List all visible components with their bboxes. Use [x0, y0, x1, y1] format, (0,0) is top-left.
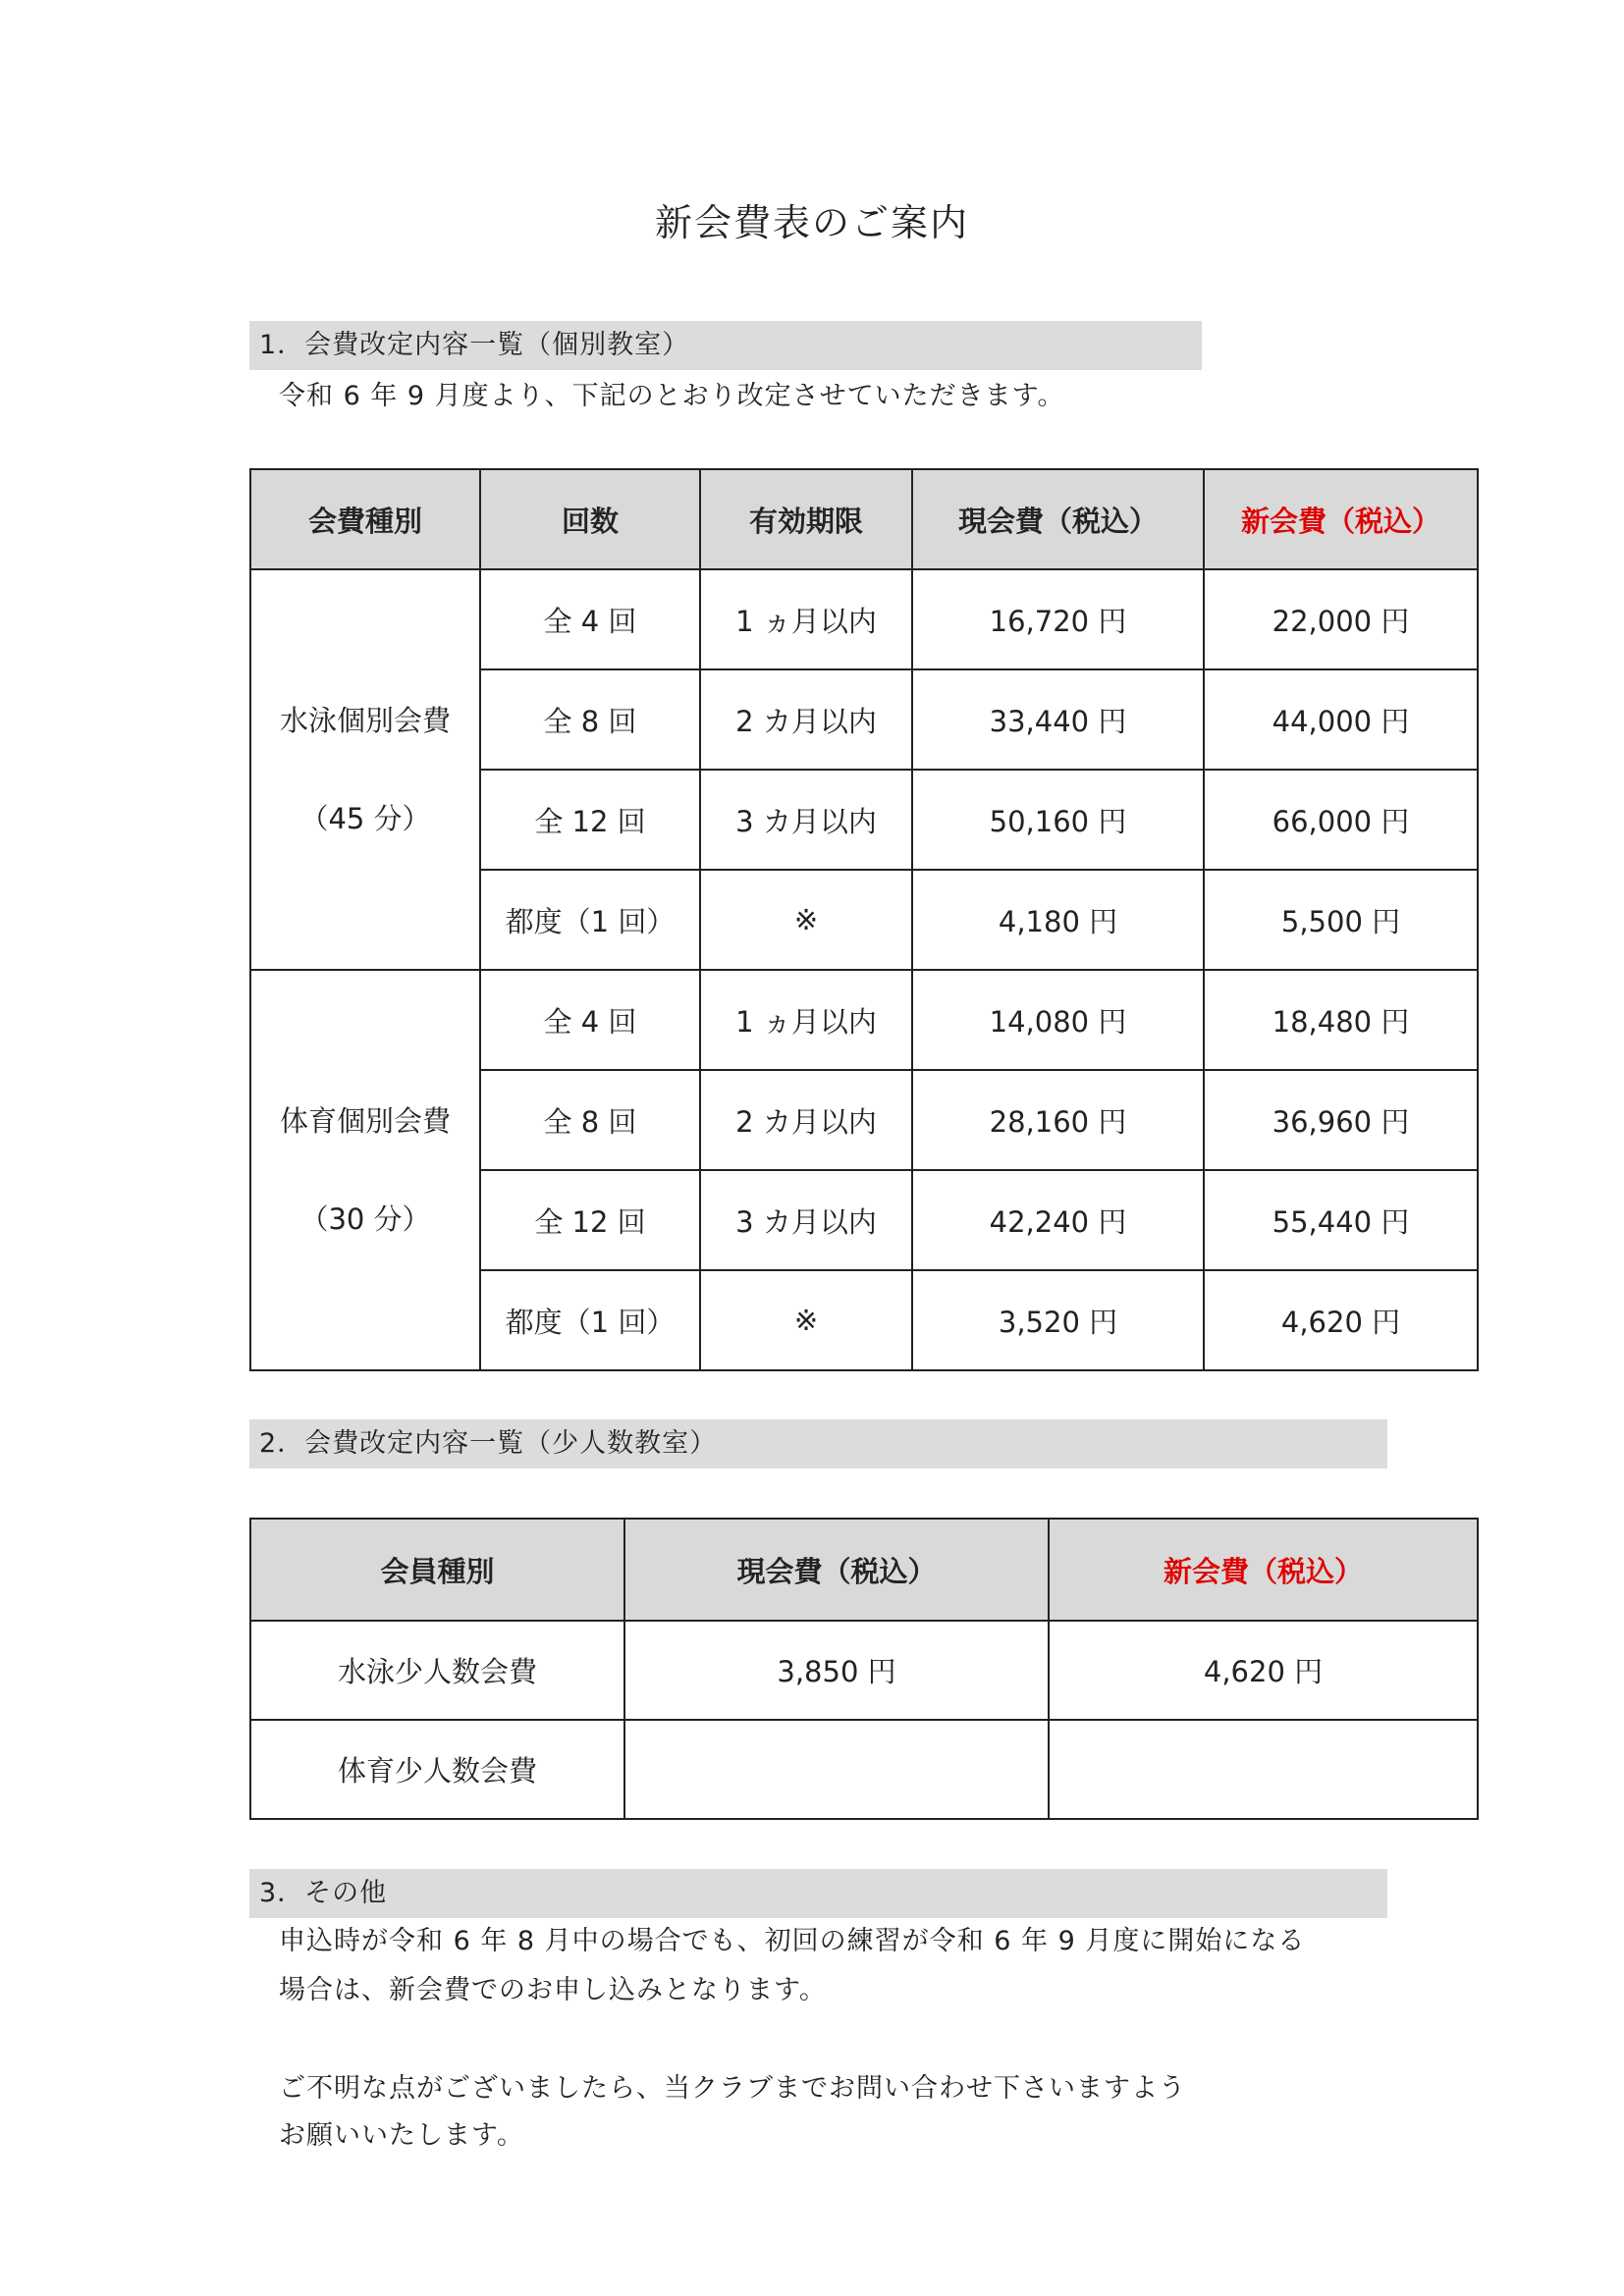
- new-fee-cell: 55,440 円: [1204, 1170, 1478, 1270]
- current-fee-cell: 16,720 円: [912, 569, 1204, 669]
- new-fee-cell: 66,000 円: [1204, 770, 1478, 870]
- table-row: [250, 1720, 1478, 1819]
- section-2-header: 2．会費改定内容一覧（少人数教室）: [249, 1419, 1387, 1468]
- table-header-row: [250, 1519, 1478, 1621]
- new-fee-cell: 22,000 円: [1204, 569, 1478, 669]
- count-cell: 全 12 回: [480, 770, 700, 870]
- validity-cell: 3 カ月以内: [700, 770, 912, 870]
- count-cell: 全 4 回: [480, 569, 700, 669]
- section-1-header: 1．会費改定内容一覧（個別教室）: [249, 321, 1202, 370]
- current-fee-cell: 14,080 円: [912, 970, 1204, 1070]
- table-row: [250, 569, 1478, 669]
- table-row: [250, 1621, 1478, 1720]
- page-title: 新会費表のご案内: [654, 201, 969, 244]
- fee-type-cell: [250, 970, 480, 1370]
- current-fee-cell: 50,160 円: [912, 770, 1204, 870]
- column-header-new-fee: 新会費（税込）: [1049, 1519, 1478, 1621]
- table-row: [250, 970, 1478, 1070]
- column-header: 会員種別: [250, 1519, 624, 1621]
- new-fee-cell: [1049, 1720, 1478, 1819]
- new-fee-cell: 44,000 円: [1204, 669, 1478, 770]
- validity-cell: 1 ヵ月以内: [700, 569, 912, 669]
- current-fee-cell: 42,240 円: [912, 1170, 1204, 1270]
- current-fee-cell: 4,180 円: [912, 870, 1204, 970]
- column-header: 有効期限: [700, 469, 912, 569]
- count-cell: 都度（1 回）: [480, 1270, 700, 1370]
- new-fee-cell: 4,620 円: [1204, 1270, 1478, 1370]
- section-3-line: お願いいたします。: [279, 2120, 524, 2151]
- column-header: 現会費（税込）: [912, 469, 1204, 569]
- current-fee-cell: 28,160 円: [912, 1070, 1204, 1170]
- validity-cell: 2 カ月以内: [700, 1070, 912, 1170]
- section-1-intro: 令和 6 年 9 月度より、下記のとおり改定させていただきます。: [279, 381, 1065, 411]
- validity-cell: 3 カ月以内: [700, 1170, 912, 1270]
- section-3-line: ご不明な点がございましたら、当クラブまでお問い合わせ下さいますよう: [279, 2073, 1186, 2104]
- current-fee-cell: 3,850 円: [624, 1621, 1049, 1720]
- current-fee-cell: [624, 1720, 1049, 1819]
- fee-type-name: 体育個別会費: [279, 1104, 451, 1138]
- column-header-new-fee: 新会費（税込）: [1204, 469, 1478, 569]
- column-header: 会費種別: [250, 469, 480, 569]
- validity-cell: ※: [700, 870, 912, 970]
- section-3-line: 場合は、新会費でのお申し込みとなります。: [279, 1975, 827, 2005]
- new-fee-cell: 5,500 円: [1204, 870, 1478, 970]
- new-fee-cell: 18,480 円: [1204, 970, 1478, 1070]
- column-header: 現会費（税込）: [624, 1519, 1049, 1621]
- count-cell: 全 8 回: [480, 1070, 700, 1170]
- section-3-header: 3．その他: [249, 1869, 1387, 1918]
- table-header-row: [250, 469, 1478, 569]
- count-cell: 全 8 回: [480, 669, 700, 770]
- count-cell: 全 12 回: [480, 1170, 700, 1270]
- column-header: 回数: [480, 469, 700, 569]
- fee-type-duration: （30 分）: [299, 1202, 431, 1236]
- current-fee-cell: 33,440 円: [912, 669, 1204, 770]
- current-fee-cell: 3,520 円: [912, 1270, 1204, 1370]
- fee-type-cell: [250, 569, 480, 970]
- individual-fee-table: [249, 468, 1479, 1371]
- fee-type-name: 水泳個別会費: [279, 704, 451, 737]
- count-cell: 全 4 回: [480, 970, 700, 1070]
- small-group-fee-table: [249, 1518, 1479, 1820]
- new-fee-cell: 36,960 円: [1204, 1070, 1478, 1170]
- member-type-cell: 水泳少人数会費: [250, 1621, 624, 1720]
- validity-cell: 2 カ月以内: [700, 669, 912, 770]
- count-cell: 都度（1 回）: [480, 870, 700, 970]
- new-fee-cell: 4,620 円: [1049, 1621, 1478, 1720]
- validity-cell: 1 ヵ月以内: [700, 970, 912, 1070]
- fee-type-duration: （45 分）: [299, 802, 431, 835]
- member-type-cell: 体育少人数会費: [250, 1720, 624, 1819]
- section-3-line: 申込時が令和 6 年 8 月中の場合でも、初回の練習が令和 6 年 9 月度に開始になる: [279, 1926, 1306, 1956]
- validity-cell: ※: [700, 1270, 912, 1370]
